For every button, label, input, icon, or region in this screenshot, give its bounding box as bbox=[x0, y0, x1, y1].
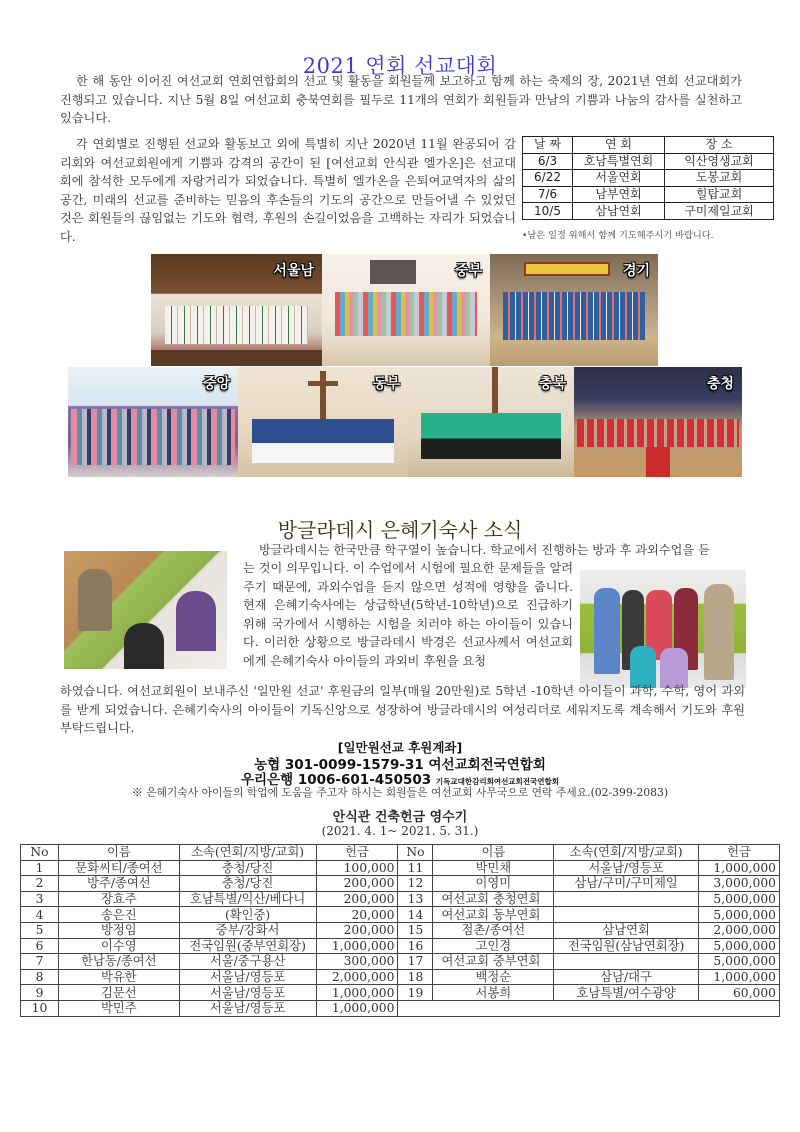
account-woori-number: 우리은행 1006-601-450503 bbox=[240, 772, 432, 788]
photo-dormitory-children bbox=[580, 570, 746, 688]
cell-amount: 100,000 bbox=[316, 860, 398, 876]
cell-no: 6 bbox=[21, 938, 59, 954]
photo-label: 충북 bbox=[538, 376, 566, 392]
choir-figures bbox=[165, 306, 309, 344]
table-row bbox=[21, 891, 780, 907]
schedule-conference: 삼남연회 bbox=[573, 203, 665, 220]
schedule-conference: 서울연회 bbox=[573, 170, 665, 187]
schedule-row bbox=[523, 186, 774, 203]
cell-name: 문화씨티/종여선 bbox=[58, 860, 179, 876]
cell-affiliation: 서울남/영등포 bbox=[179, 985, 316, 1001]
schedule-header-conference: 연 회 bbox=[573, 137, 665, 154]
table-row bbox=[21, 922, 780, 938]
schedule-place: 힐탑교회 bbox=[665, 186, 774, 203]
cell-name: 박민채 bbox=[433, 860, 554, 876]
photo-tutoring-class bbox=[64, 551, 227, 669]
cell-name: 백정순 bbox=[433, 969, 554, 985]
cell-amount: 1,000,000 bbox=[698, 860, 779, 876]
article-title-bangladesh: 방글라데시 은혜기숙사 소식 bbox=[277, 518, 523, 542]
cell-amount: 1,000,000 bbox=[698, 969, 779, 985]
photo-label: 중앙 bbox=[202, 376, 230, 392]
cell-no: 3 bbox=[21, 891, 59, 907]
cell-amount: 60,000 bbox=[698, 985, 779, 1001]
photo-dongbu bbox=[238, 367, 408, 477]
table-row bbox=[21, 985, 780, 1001]
child-figure bbox=[594, 588, 620, 674]
cell-name: 점촌/종여선 bbox=[433, 922, 554, 938]
schedule-header-place: 장 소 bbox=[665, 137, 774, 154]
cell-affiliation: 충청/당진 bbox=[179, 860, 316, 876]
bangladesh-rest-text: 하였습니다. 여선교회원이 보내주신 '일만원 선교' 후원금의 일부(매월 20만원)로 5학년 -10학년 아이들이 과학, 수학, 영어 과외를 받게 되었습니다. 은혜기숙사의 아이들이 기독신앙으로 성장하여 방글라데시의 여성리더로 세워지도록 계속해서 기도와 후원 부탁드립니다. bbox=[60, 684, 745, 736]
photo-label: 충청 bbox=[706, 376, 734, 392]
schedule-conference: 남부연회 bbox=[573, 186, 665, 203]
adult-figure bbox=[704, 584, 734, 680]
schedule-conference: 호남특별연회 bbox=[573, 153, 665, 170]
cross-bar bbox=[308, 381, 338, 386]
table-row bbox=[21, 954, 780, 970]
account-heading: [일만원선교 후원계좌] bbox=[337, 740, 463, 755]
cell-affiliation: 서울남/영등포 bbox=[179, 1000, 316, 1016]
cell-no: 2 bbox=[21, 876, 59, 892]
choir-figures bbox=[421, 413, 560, 459]
screen bbox=[370, 260, 416, 284]
bangladesh-rest-paragraph bbox=[60, 682, 745, 738]
article-title-mission-rally: 2021 연회 선교대회 bbox=[302, 54, 498, 78]
receipts-header-row bbox=[21, 845, 780, 861]
cell-affiliation bbox=[554, 891, 699, 907]
photo-label: 동부 bbox=[372, 376, 400, 392]
photo-label: 경기 bbox=[622, 263, 650, 279]
cell-no: 14 bbox=[398, 907, 433, 923]
cell-affiliation: 전국임원(삼남연회장) bbox=[554, 938, 699, 954]
cell-amount: 20,000 bbox=[316, 907, 398, 923]
receipts-table bbox=[20, 844, 780, 1017]
cell-no: 8 bbox=[21, 969, 59, 985]
cell-affiliation: 삼남연회 bbox=[554, 922, 699, 938]
teacher-figure bbox=[78, 569, 112, 631]
cell-amount: 300,000 bbox=[316, 954, 398, 970]
bangladesh-first-line: 방글라데시는 한국만큼 학구열이 높습니다. 학교에서 진행하는 방과 후 과외수업을 듣 bbox=[259, 543, 710, 557]
schedule-row bbox=[523, 203, 774, 220]
cell-affiliation: 삼남/구미/구미제일 bbox=[554, 876, 699, 892]
account-nonghyup: 농협 301-0099-1579-31 여선교회전국연합회 bbox=[254, 757, 546, 773]
cell-no: 7 bbox=[21, 954, 59, 970]
hanbok-choir-figures bbox=[335, 292, 476, 336]
cell-affiliation: 충청/당진 bbox=[179, 876, 316, 892]
cell-name: 이수영 bbox=[58, 938, 179, 954]
cell-affiliation: 서울/중구용산 bbox=[179, 954, 316, 970]
photo-chungbuk bbox=[408, 367, 574, 477]
header-name: 이름 bbox=[433, 845, 554, 861]
elgaon-paragraph: 각 연회별로 진행된 선교와 활동보고 외에 특별히 지난 2020년 11월 완공되어 감리회와 여선교회원에게 기쁨과 감격의 공간이 된 [여선교회 안식관 엘가온]은 선교대회에 참석한 모두에게 자랑거리가 되었습니다. 특별히 엘가온을 은퇴여교역자의 삶의 공간, 미래의 선교를 준비하는 믿음의 후손들의 기도의 공간으로 만들어낼 수 있었던 것은 회원들의 끊임없는 기도와 협력, 후원의 손길이었음을 고백하는 자리가 되었습니다. bbox=[60, 137, 516, 244]
photo-seoul-south bbox=[151, 254, 322, 366]
header-affiliation: 소속(연회/지방/교회) bbox=[554, 845, 699, 861]
choir-figures bbox=[252, 419, 395, 463]
cell-no: 13 bbox=[398, 891, 433, 907]
cell-affiliation: 삼남/대구 bbox=[554, 969, 699, 985]
header-amount: 헌금 bbox=[316, 845, 398, 861]
cell-name: 여선교회 충청연회 bbox=[433, 891, 554, 907]
cross bbox=[320, 371, 326, 421]
cell-name: 한남동/종여선 bbox=[58, 954, 179, 970]
header-no: No bbox=[21, 845, 59, 861]
schedule-date: 7/6 bbox=[523, 186, 573, 203]
cell-no: 10 bbox=[21, 1000, 59, 1016]
cell-no: 12 bbox=[398, 876, 433, 892]
cell-no: 19 bbox=[398, 985, 433, 1001]
empty-cell bbox=[398, 1000, 780, 1016]
choir-figures bbox=[503, 292, 644, 340]
cell-name: 고인경 bbox=[433, 938, 554, 954]
cell-amount: 5,000,000 bbox=[698, 938, 779, 954]
schedule-date: 10/5 bbox=[523, 203, 573, 220]
schedule-date: 6/22 bbox=[523, 170, 573, 187]
header-affiliation: 소속(연회/지방/교회) bbox=[179, 845, 316, 861]
schedule-row bbox=[523, 170, 774, 187]
student-figure bbox=[124, 623, 164, 669]
table-row bbox=[21, 876, 780, 892]
header-no: No bbox=[398, 845, 433, 861]
cell-name: 박유한 bbox=[58, 969, 179, 985]
schedule-header-row bbox=[523, 137, 774, 154]
cell-no: 4 bbox=[21, 907, 59, 923]
bangladesh-wrap-paragraph: 는 것이 의무입니다. 이 수업에서 시험에 필요한 문제들을 알려주기 때문에, 과외수업을 듣지 않으면 성적에 영향을 줍니다. 현재 은혜기숙사에는 상급학년(5학년-10학년)으로 진급하기 위해 국가에서 시행하는 시험을 치러야 하는 아이들이 있습니다. 이러한 상황으로 방글라데시 박경은 선교사께서 여선교회에게 은혜기숙사 아이들의 과외비 후원을 요청 bbox=[243, 561, 573, 668]
cell-no: 18 bbox=[398, 969, 433, 985]
student-figure bbox=[176, 591, 216, 651]
cell-affiliation bbox=[554, 907, 699, 923]
schedule-header-date: 날 짜 bbox=[523, 137, 573, 154]
table-row bbox=[21, 1000, 780, 1016]
schedule-row bbox=[523, 153, 774, 170]
cell-amount: 2,000,000 bbox=[316, 969, 398, 985]
cell-no: 17 bbox=[398, 954, 433, 970]
cell-name: 서봉희 bbox=[433, 985, 554, 1001]
receipts-title: 안식관 건축헌금 영수기 bbox=[332, 810, 468, 825]
table-row bbox=[21, 907, 780, 923]
cross bbox=[492, 367, 498, 415]
cell-name: 김문선 bbox=[58, 985, 179, 1001]
cell-no: 9 bbox=[21, 985, 59, 1001]
cell-no: 1 bbox=[21, 860, 59, 876]
cell-amount: 5,000,000 bbox=[698, 891, 779, 907]
receipts-period: (2021. 4. 1~ 2021. 5. 31.) bbox=[321, 824, 479, 838]
cell-name: 박민주 bbox=[58, 1000, 179, 1016]
schedule-note: •남은 일정 위해서 함께 기도해주시기 바랍니다. bbox=[522, 230, 714, 241]
schedule-place: 도봉교회 bbox=[665, 170, 774, 187]
cell-amount: 1,000,000 bbox=[316, 1000, 398, 1016]
table-row bbox=[21, 938, 780, 954]
choir-figures bbox=[577, 419, 738, 447]
cell-no: 11 bbox=[398, 860, 433, 876]
cell-affiliation: 중부/강화서 bbox=[179, 922, 316, 938]
cell-affiliation: 서울남/영등포 bbox=[554, 860, 699, 876]
cell-amount: 1,000,000 bbox=[316, 985, 398, 1001]
cell-amount: 200,000 bbox=[316, 891, 398, 907]
cell-amount: 5,000,000 bbox=[698, 954, 779, 970]
banner bbox=[524, 262, 610, 276]
photo-label: 중부 bbox=[454, 263, 482, 279]
schedule-place: 익산영생교회 bbox=[665, 153, 774, 170]
intro-paragraph: 한 해 동안 이어진 여선교회 연회연합회의 선교 및 활동을 회원들께 보고하고 함께 하는 축제의 장, 2021년 연회 선교대회가 진행되고 있습니다. 지난 5월 8일 여선교회 충북연회를 필두로 11개의 연회가 회원들과 만남의 기쁨과 나눔의 감사를 실천하고 있습니다. bbox=[60, 74, 742, 126]
cell-amount: 3,000,000 bbox=[698, 876, 779, 892]
cell-amount: 5,000,000 bbox=[698, 907, 779, 923]
table-row bbox=[21, 969, 780, 985]
account-woori-holder: 기독교대한감리회여선교회전국연합회 bbox=[435, 777, 560, 786]
cell-name: 여선교회 중부연회 bbox=[433, 954, 554, 970]
cell-name: 송은진 bbox=[58, 907, 179, 923]
cell-name: 방정임 bbox=[58, 922, 179, 938]
cell-name: 여선교회 동부연회 bbox=[433, 907, 554, 923]
hanbok-choir-figures bbox=[71, 409, 234, 465]
cell-no: 15 bbox=[398, 922, 433, 938]
cell-name: 장효주 bbox=[58, 891, 179, 907]
cell-no: 5 bbox=[21, 922, 59, 938]
cell-amount: 1,000,000 bbox=[316, 938, 398, 954]
cell-affiliation: (확인중) bbox=[179, 907, 316, 923]
cell-amount: 200,000 bbox=[316, 922, 398, 938]
pews bbox=[151, 350, 322, 366]
cell-affiliation: 호남특별/여수광양 bbox=[554, 985, 699, 1001]
cell-affiliation: 서울남/영등포 bbox=[179, 969, 316, 985]
cell-no: 16 bbox=[398, 938, 433, 954]
cell-amount: 2,000,000 bbox=[698, 922, 779, 938]
cell-affiliation: 전국임원(중부연회장) bbox=[179, 938, 316, 954]
photo-jungbu bbox=[322, 254, 490, 366]
cell-name: 이영미 bbox=[433, 876, 554, 892]
contact-notice: ※ 은혜기숙사 아이들의 학업에 도움을 주고자 하시는 회원들은 여선교회 사무국으로 연락 주세요.(02-399-2083) bbox=[131, 786, 669, 799]
cell-amount: 200,000 bbox=[316, 876, 398, 892]
cell-name: 방주/종여선 bbox=[58, 876, 179, 892]
schedule-table bbox=[522, 136, 774, 220]
photo-gyeonggi bbox=[490, 254, 658, 366]
cell-affiliation: 호남특별/익산/베다니 bbox=[179, 891, 316, 907]
cell-affiliation bbox=[554, 954, 699, 970]
schedule-date: 6/3 bbox=[523, 153, 573, 170]
photo-chungcheong bbox=[574, 367, 742, 477]
table-row bbox=[21, 860, 780, 876]
photo-label: 서울남 bbox=[273, 263, 314, 279]
schedule-place: 구미제일교회 bbox=[665, 203, 774, 220]
header-name: 이름 bbox=[58, 845, 179, 861]
photo-jungang bbox=[68, 367, 238, 477]
header-amount: 헌금 bbox=[698, 845, 779, 861]
